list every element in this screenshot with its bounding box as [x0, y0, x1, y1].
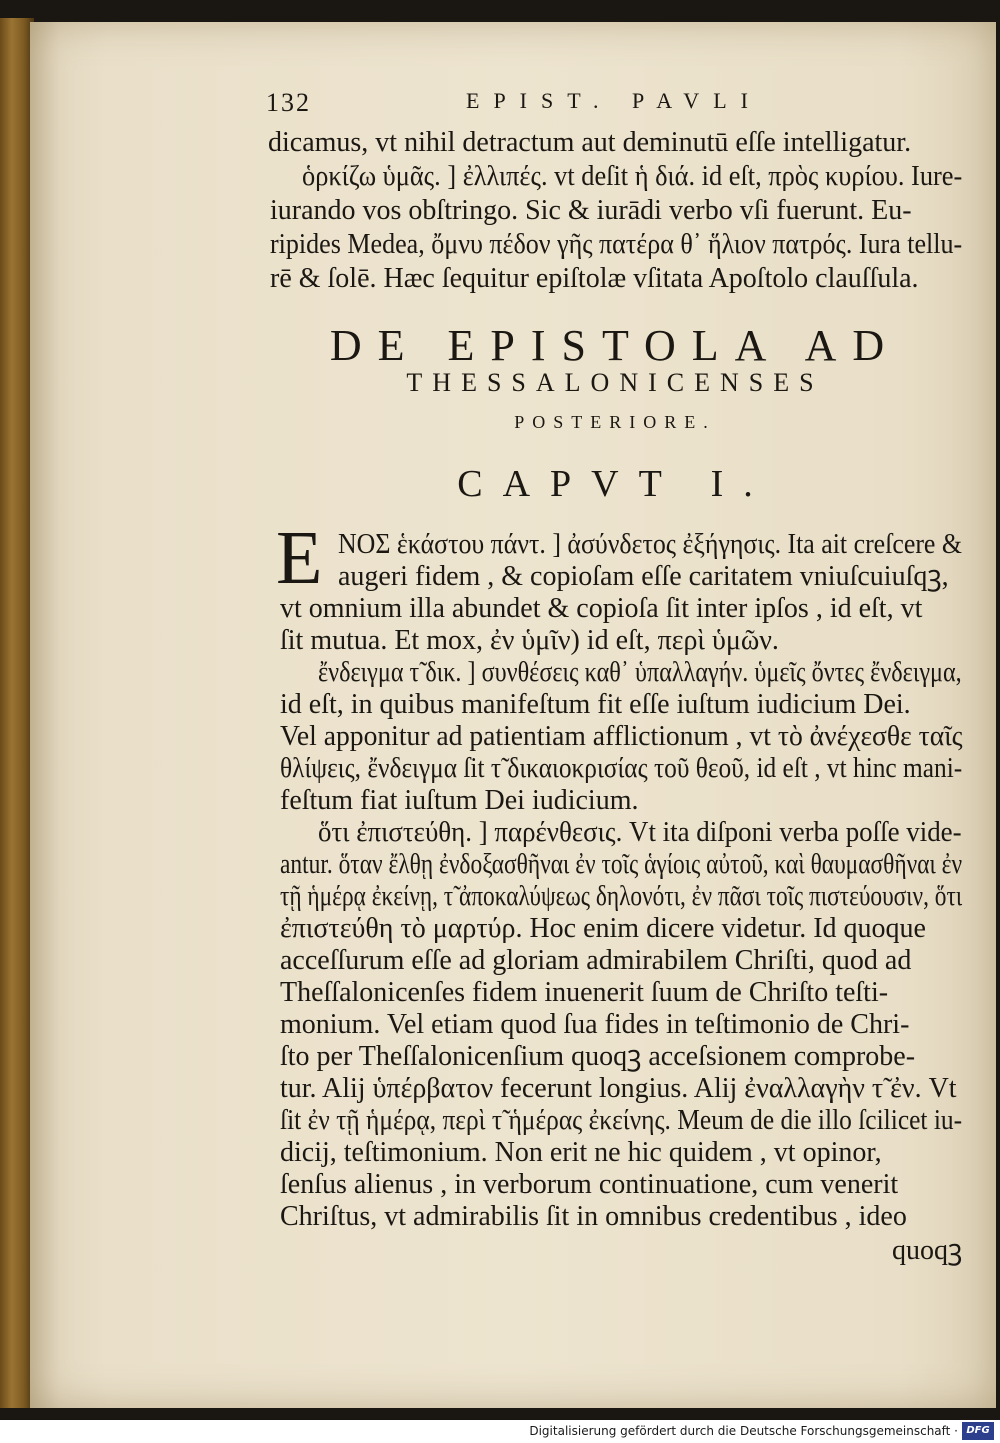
chapter-heading: CAPVT I.	[457, 463, 773, 505]
text-line: dicij, teſtimonium. Non erit ne hic quidem , vt opinor,	[280, 1137, 882, 1168]
drop-cap: E	[276, 516, 323, 600]
text-line: monium. Vel etiam quod ſua fides in teſtimonio de Chri-	[280, 1009, 910, 1040]
text-line: ἔνδειγμα τ̃ δικ. ] συνθέσεις καθ᾽ ὑπαλλαγήν. ὑμεῖς ὄντες ἔνδειγμα,	[318, 657, 962, 688]
page-number: 132	[266, 88, 311, 117]
text-line: ſenſus alienus , in verborum continuatione, cum venerit	[280, 1169, 899, 1200]
text-line: Vel apponitur ad patientiam afflictionum , vt τὸ ἀνέχεσθε ταῖς	[280, 721, 963, 752]
text-line: rē & ſolē. Hæc ſequitur epiſtolæ vſitata Apoſtolo clauſſula.	[270, 263, 919, 294]
text-line: ſit mutua. Et mox, ἐν ὑμῖν) id eſt, περὶ ὑμῶν.	[280, 625, 779, 656]
heading-sub: THESSALONICENSES	[406, 368, 824, 397]
text-line: augeri fidem , & copioſam eſſe caritatem vniuſcuiuſqꝫ,	[338, 561, 949, 592]
text-line: tur. Alij ὑπέρβατον fecerunt longius. Alij ἐναλλαγὴν τ̃ ἐν. Vt	[280, 1073, 957, 1104]
text-line: NOΣ ἑκάστου πάντ. ] ἀσύνδετος ἐξήγησις. Ita ait creſcere &	[338, 529, 963, 560]
catchword: quoqꝫ	[892, 1235, 963, 1266]
text-line: ripides Medea, ὄμνυ πέδον γῆς πατέρα θ᾽ ἥλιον πατρός. Iura tellu-	[270, 229, 963, 260]
text-line: ſit ἐν τῇ ἡμέρᾳ, περὶ τ̃ ἡμέρας ἐκείνης. Meum de die illo ſcilicet iu-	[280, 1105, 963, 1136]
text-line: antur. ὅταν ἔλθῃ ἐνδοξασθῆναι ἐν τοῖς ἁγίοις αὐτοῦ, καὶ θαυμασθῆναι ἐν	[280, 849, 963, 880]
text-line: dicamus, vt nihil detractum aut deminutū eſſe intelligatur.	[268, 127, 912, 158]
text-line: acceſſurum eſſe ad gloriam admirabilem Chriſti, quod ad	[280, 945, 912, 976]
text-line: id eſt, in quibus manifeſtum fit eſſe iuſtum iudicium Dei.	[280, 689, 911, 720]
text-line: vt omnium illa abundet & copioſa ſit inter ipſos , id eſt, vt	[280, 593, 923, 624]
text-line: iurando vos obſtringo. Sic & iurādi verbo vſi fuerunt. Eu-	[270, 195, 912, 226]
heading-main: DE EPISTOLA AD	[329, 321, 901, 370]
text-line: θλίψεις, ἔνδειγμα ſit τ̃ δικαιοκρισίας τοῦ θεοῦ, id eſt , vt hinc mani-	[280, 753, 963, 784]
text-line: ὁρκίζω ὑμᾶς. ] ἐλλιπές. vt deſit ἡ διά. id eſt, πρὸς κυρίου. Iure-	[302, 161, 963, 192]
text-line: ἐπιστεύθη τὸ μαρτύρ. Hoc enim dicere videtur. Id quoque	[280, 913, 926, 944]
text-line: ὅτι ἐπιστεύθη. ] παρένθεσις. Vt ita diſponi verba poſſe vide-	[318, 817, 962, 848]
running-title: EPIST. PAVLI	[466, 88, 762, 113]
footer-bar	[0, 1420, 1000, 1443]
text-line: feſtum fiat iuſtum Dei iudicium.	[280, 785, 639, 816]
text-line: ſto per Theſſalonicenſium quoqꝫ acceſsionem comprobe-	[280, 1041, 916, 1072]
text-line: τῇ ἡμέρᾳ ἐκείνῃ, τ̃ ἀποκαλύψεως δηλονότι, ἐν πᾶσι τοῖς πιστεύουσιν, ὅτι	[280, 881, 963, 912]
dfg-logo: DFG	[962, 1422, 994, 1440]
footer-credit: Digitalisierung gefördert durch die Deutsche Forschungsgemeinschaft ·	[529, 1424, 958, 1438]
text-line: Theſſalonicenſes fidem inuenerit ſuum de Chriſto teſti-	[280, 977, 889, 1008]
text-line: Chriſtus, vt admirabilis ſit in omnibus credentibus , ideo	[280, 1201, 907, 1232]
heading-small: POSTERIORE.	[514, 412, 716, 432]
